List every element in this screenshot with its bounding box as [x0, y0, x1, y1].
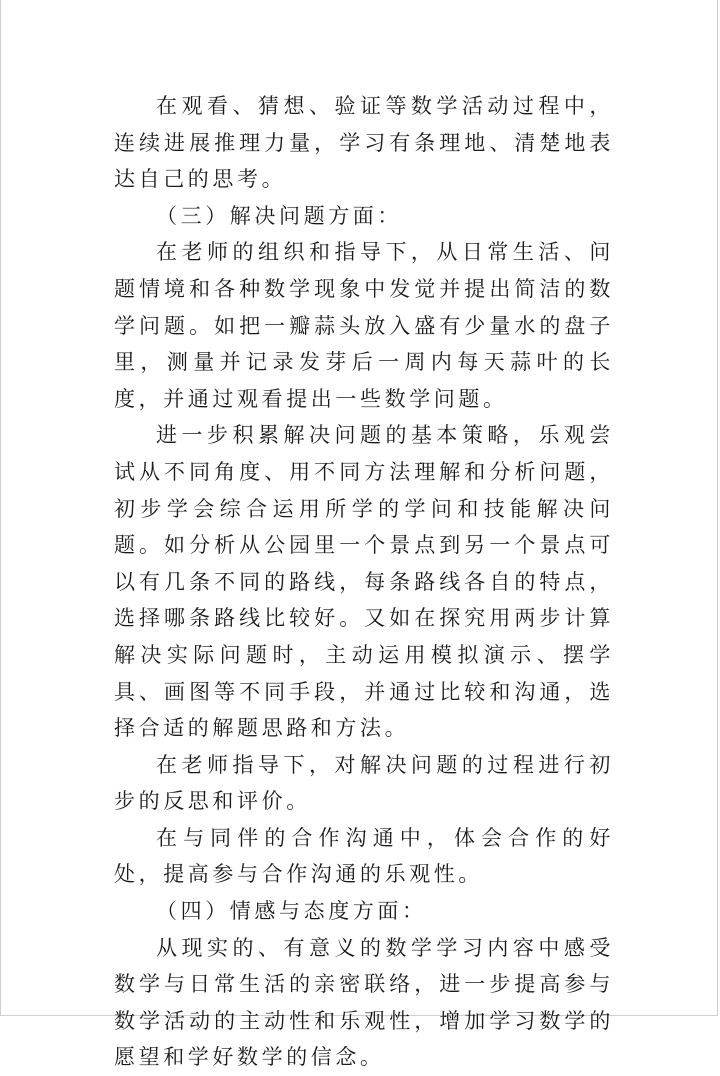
paragraph-attitude: 从现实的、有意义的数学学习内容中感受数学与日常生活的亲密联络，进一步提高参与数学活动的主动性和乐观性，增加学习数学的愿望和学好数学的信念。 [114, 935, 614, 1070]
paragraph-reflection: 在老师指导下，对解决问题的过程进行初步的反思和评价。 [114, 752, 614, 814]
section-heading-attitude: （四）情感与态度方面： [156, 899, 427, 924]
paragraph-strategies: 进一步积累解决问题的基本策略，乐观尝试从不同角度、用不同方法理解和分析问题，初步学会综合运用所学的学问和技能解决问题。如分析从公园里一个景点到另一个景点可以有几条不同的路线，每条路线各自的特点，选择哪条路线比较好。又如在探究用两步计算解决实际问题时，主动运用模拟演示、摆学具、画图等不同手段，并通过比较和沟通，选择合适的解题思路和方法。 [114, 423, 614, 741]
paragraph-cooperation: 在与同伴的合作沟通中，体会合作的好处，提高参与合作沟通的乐观性。 [114, 825, 614, 887]
section-heading-problem-solving: （三）解决问题方面： [156, 203, 402, 228]
paragraph-reasoning: 在观看、猜想、验证等数学活动过程中，连续进展推理力量，学习有条理地、清楚地表达自己的思考。 [114, 94, 614, 192]
document-body [114, 88, 614, 1076]
paragraph-problem-discovery: 在老师的组织和指导下，从日常生活、问题情境和各种数学现象中发觉并提出简洁的数学问题。如把一瓣蒜头放入盛有少量水的盘子里，测量并记录发芽后一周内每天蒜叶的长度，并通过观看提出一些数学问题。 [114, 240, 614, 411]
